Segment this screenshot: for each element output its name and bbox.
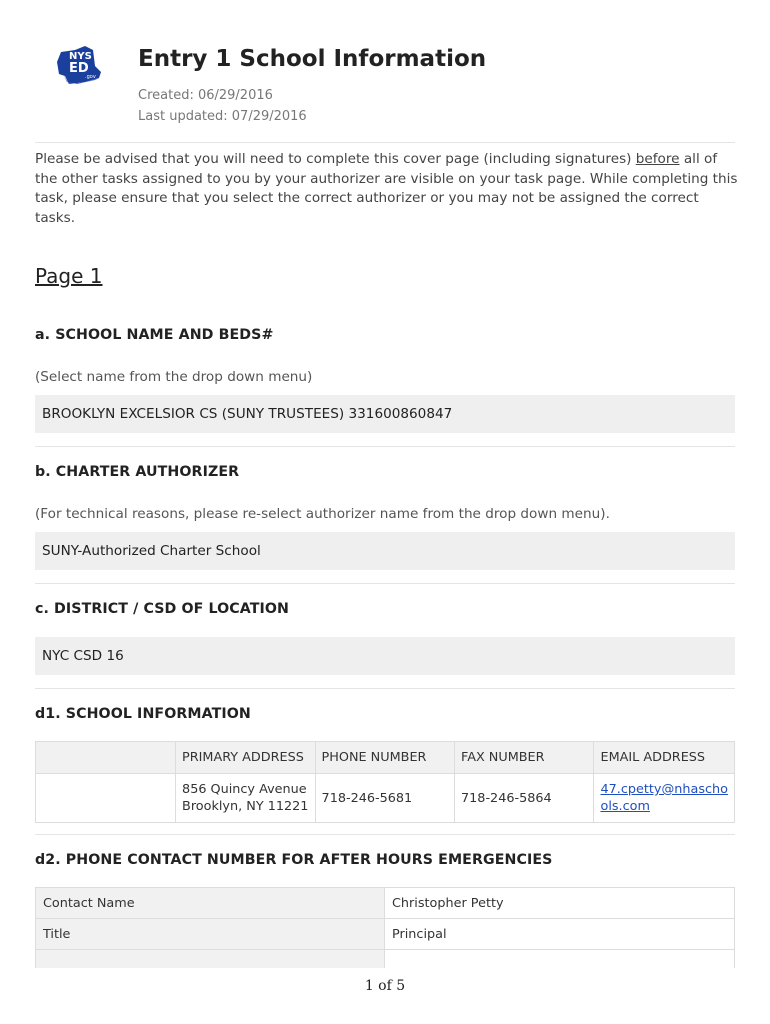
table-row — [36, 888, 735, 919]
school-name-field[interactable]: BROOKLYN EXCELSIOR CS (SUNY TRUSTEES) 331600860847 — [35, 395, 735, 433]
column-header-primary-address: PRIMARY ADDRESS — [176, 742, 316, 774]
svg-text:ED: ED — [69, 61, 89, 76]
section-heading-district: c. DISTRICT / CSD OF LOCATION — [35, 601, 290, 617]
column-header-email-address: EMAIL ADDRESS — [594, 742, 735, 774]
column-header-phone-number: PHONE NUMBER — [315, 742, 454, 774]
last-updated-date: Last updated: 07/29/2016 — [138, 109, 307, 124]
divider — [35, 142, 735, 143]
nysed-logo — [55, 44, 105, 86]
divider — [35, 446, 735, 447]
fax-number-cell: 718-246-5864 — [455, 774, 594, 823]
contact-name-label: Contact Name — [36, 888, 385, 919]
address-line2: Brooklyn, NY 11221 — [182, 799, 309, 814]
charter-authorizer-hint: (For technical reasons, please re-select authorizer name from the drop down menu). — [35, 506, 610, 522]
intro-text-part1: Please be advised that you will need to complete this cover page (including signatures) — [35, 151, 636, 167]
intro-notice — [35, 150, 740, 228]
column-header-fax-number: FAX NUMBER — [455, 742, 594, 774]
created-date: Created: 06/29/2016 — [138, 88, 273, 103]
contact-name-value: Christopher Petty — [385, 888, 735, 919]
phone-number-cell: 718-246-5681 — [315, 774, 454, 823]
title-label: Title — [36, 919, 385, 950]
section-heading-school-information: d1. SCHOOL INFORMATION — [35, 706, 251, 722]
email-line2: ols.com — [600, 799, 650, 814]
email-link[interactable] — [600, 782, 728, 814]
column-header-blank — [36, 742, 176, 774]
svg-text:.gov: .gov — [85, 74, 96, 80]
emergency-contact-table — [35, 887, 735, 968]
page-indicator: 1 of 5 — [364, 978, 406, 994]
svg-text:NYS: NYS — [69, 51, 92, 62]
divider — [35, 834, 735, 835]
district-field[interactable]: NYC CSD 16 — [35, 637, 735, 675]
table-header-row — [36, 742, 735, 774]
section-heading-school-name: a. SCHOOL NAME AND BEDS# — [35, 327, 274, 343]
table-row — [36, 774, 735, 823]
page-title: Entry 1 School Information — [138, 46, 487, 72]
row-value-cell — [385, 950, 735, 969]
school-name-hint: (Select name from the drop down menu) — [35, 369, 313, 385]
intro-emphasis: before — [635, 151, 680, 167]
address-line1: 856 Quincy Avenue — [182, 782, 307, 797]
charter-authorizer-field[interactable]: SUNY-Authorized Charter School — [35, 532, 735, 570]
table-row — [36, 950, 735, 969]
section-heading-charter-authorizer: b. CHARTER AUTHORIZER — [35, 464, 240, 480]
table-row — [36, 919, 735, 950]
divider — [35, 583, 735, 584]
row-label-cell — [36, 950, 385, 969]
row-label-cell — [36, 774, 176, 823]
primary-address-cell — [176, 774, 316, 823]
divider — [35, 688, 735, 689]
email-address-cell — [594, 774, 735, 823]
intro-text-part2: all of the other tasks assigned to you by your authorizer are visible on your task page. While completing this task, please ensure that you select the correct authorizer or you may not be assigned the correct tasks. — [35, 151, 738, 226]
title-value: Principal — [385, 919, 735, 950]
section-heading-emergency-contact: d2. PHONE CONTACT NUMBER FOR AFTER HOURS EMERGENCIES — [35, 852, 553, 868]
page-heading: Page 1 — [35, 264, 103, 288]
school-information-table — [35, 741, 735, 823]
email-line1: 47.cpetty@nhascho — [600, 782, 728, 797]
